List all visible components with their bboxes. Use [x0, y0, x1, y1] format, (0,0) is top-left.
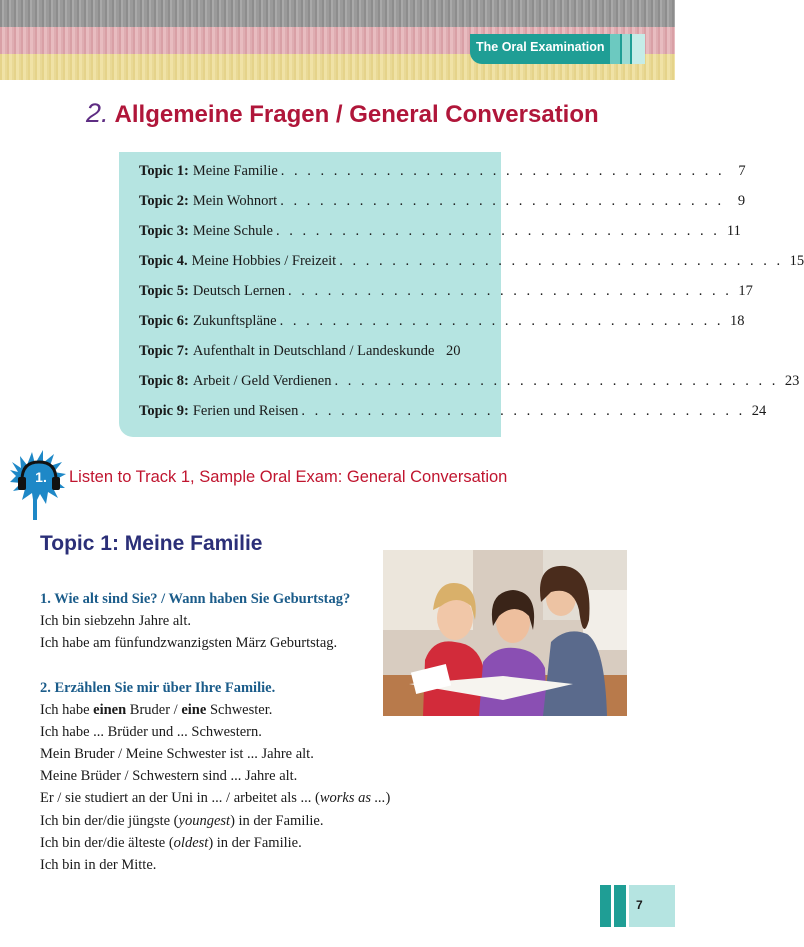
answer-line: Er / sie studiert an der Uni in ... / arbeitet als ... (works as ...): [40, 790, 391, 806]
topic-row: Topic 3: Meine Schule . . . . . . . . . . . . . . . . . . . . . . . . . . . . . . . . . . 11: [139, 223, 741, 239]
track-instruction: Listen to Track 1, Sample Oral Exam: General Conversation: [69, 468, 508, 486]
section-title: Allgemeine Fragen / General Conversation: [114, 101, 599, 128]
page-number-tab: [600, 885, 675, 927]
topic-title: Topic 1: Meine Familie: [40, 532, 263, 555]
answer-line: Ich bin der/die jüngste (youngest) in der Familie.: [40, 813, 324, 829]
topic-row: Topic 9: Ferien und Reisen . . . . . . . . . . . . . . . . . . . . . . . . . . . . . . . . . . 24: [139, 403, 767, 419]
leader-dots: . . . . . . . . . . . . . . . . . . . . . . . . . . . . . . . . . .: [275, 223, 720, 239]
family-photo: [383, 550, 627, 716]
topic-row: Topic 1: Meine Familie . . . . . . . . . . . . . . . . . . . . . . . . . . . . . . . . . . 7: [139, 163, 746, 179]
leader-dots: . . . . . . . . . . . . . . . . . . . . . . . . . . . . . . . . . .: [334, 373, 779, 389]
leader-dots: . . . . . . . . . . . . . . . . . . . . . . . . . . . . . . . . . .: [339, 253, 784, 269]
leader-dots: . . . . . . . . . . . . . . . . . . . . . . . . . . . . . . . . . .: [280, 193, 725, 209]
page-number: 7: [636, 898, 643, 912]
topic-row: Topic 8: Arbeit / Geld Verdienen . . . . . . . . . . . . . . . . . . . . . . . . . . . . . . . . . . 23: [139, 373, 800, 389]
answer-line: Ich habe am fünfundzwanzigsten März Geburtstag.: [40, 635, 338, 651]
question-2: 2. Erzählen Sie mir über Ihre Familie.: [40, 680, 276, 696]
topic-row: Topic 4. Meine Hobbies / Freizeit . . . . . . . . . . . . . . . . . . . . . . . . . . . . . . . . . . 15: [139, 253, 804, 269]
topic-list: [119, 152, 804, 437]
chapter-tab: [470, 34, 645, 64]
leader-dots: . . . . . . . . . . . . . . . . . . . . . . . . . . . . . . . . . .: [279, 313, 724, 329]
question-1: 1. Wie alt sind Sie? / Wann haben Sie Geburtstag?: [40, 591, 351, 607]
topic-row: Topic 7: Aufenthalt in Deutschland / Landeskunde 20: [139, 343, 461, 359]
leader-dots: . . . . . . . . . . . . . . . . . . . . . . . . . . . . . . . . . .: [301, 403, 746, 419]
section-heading: [86, 98, 599, 129]
answer-line: Ich habe einen Bruder / eine Schwester.: [40, 702, 273, 718]
answer-line: Ich habe ... Brüder und ... Schwestern.: [40, 724, 262, 740]
answer-line: Ich bin siebzehn Jahre alt.: [40, 613, 191, 629]
topic-row: Topic 2: Mein Wohnort . . . . . . . . . . . . . . . . . . . . . . . . . . . . . . . . . . 9: [139, 193, 746, 209]
leader-dots: . . . . . . . . . . . . . . . . . . . . . . . . . . . . . . . . . .: [288, 283, 732, 299]
leader-dots: . . . . . . . . . . . . . . . . . . . . . . . . . . . . . . . . . .: [280, 163, 725, 179]
answer-line: Ich bin in der Mitte.: [40, 857, 157, 873]
section-number: 2.: [86, 98, 109, 128]
topic-row: Topic 5: Deutsch Lernen . . . . . . . . . . . . . . . . . . . . . . . . . . . . . . . . . . 17: [139, 283, 753, 299]
answer-line: Ich bin der/die älteste (oldest) in der Familie.: [40, 835, 302, 851]
chapter-label: The Oral Examination: [476, 40, 605, 54]
answer-line: Mein Bruder / Meine Schwester ist ... Jahre alt.: [40, 746, 314, 762]
answer-line: Meine Brüder / Schwestern sind ... Jahre alt.: [40, 768, 298, 784]
headphones-icon: [8, 446, 70, 522]
topic-row: Topic 6: Zukunftspläne . . . . . . . . . . . . . . . . . . . . . . . . . . . . . . . . . . 18: [139, 313, 745, 329]
flag-band-black: [0, 0, 675, 27]
track-number: 1.: [35, 469, 47, 485]
